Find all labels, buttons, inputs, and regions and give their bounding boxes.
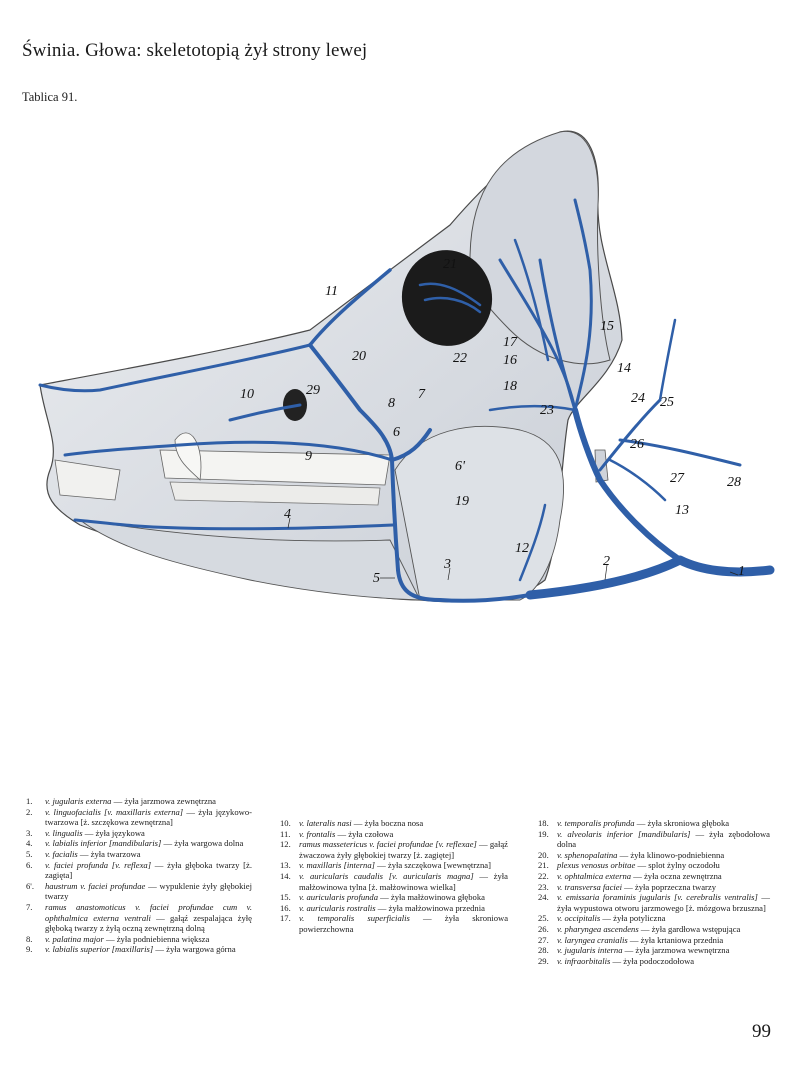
svg-text:20: 20 [352, 349, 366, 364]
svg-text:26: 26 [630, 437, 644, 452]
mandible-ramus [395, 426, 564, 600]
legend-item: 2. v. linguofacialis [v. maxillaris externa] — żyła językowo-twarzowa [ż. szczękowa zewnętrzna] [26, 806, 252, 828]
legend-item: 12. ramus massetericus v. faciei profundae [v. reflexae] — gałąź żwaczowa żyły głębokiej twarzy [ż. zagiętej] [280, 839, 508, 860]
legend-item: 4. v. labialis inferior [mandibularis] — żyła wargowa dolna [26, 838, 244, 849]
legend-item: 14. v. auricularis caudalis [v. auricularis magna] — żyła małżowinowa tylna [ż. małżowinowa wielka] [280, 870, 508, 892]
legend-item: 23. v. transversa faciei — żyła poprzeczna twarzy [538, 881, 717, 892]
page-title: Świnia. Głowa: skeletotopią żył strony lewej [22, 40, 368, 61]
legend-item: 29. v. infraorbitalis — żyła podoczodołowa [538, 955, 695, 966]
legend-item: 20. v. sphenopalatina — żyła klinowo-podniebienna [538, 849, 725, 860]
svg-text:6: 6 [393, 425, 400, 440]
vein-13-maxillaris [575, 410, 680, 560]
legend-item: 27. v. laryngea cranialis — żyła krtaniowa przednia [538, 934, 724, 945]
svg-text:15: 15 [600, 319, 614, 334]
legend-item: 5. v. facialis — żyła twarzowa [26, 848, 141, 859]
legend-column-1 [26, 796, 252, 955]
vein-27-laryngea-cranialis [610, 460, 665, 500]
legend-item: 9. v. labialis superior [maxillaris] — żyła wargowa górna [26, 944, 236, 955]
svg-text:11: 11 [325, 284, 338, 299]
legend-item: 25. v. occipitalis — żyła potyliczna [538, 913, 666, 924]
svg-text:23: 23 [540, 403, 554, 418]
svg-text:25: 25 [660, 395, 674, 410]
svg-text:24: 24 [631, 391, 645, 406]
legend-item: 15. v. auricularis profunda — żyła małżowinowa głęboka [280, 892, 485, 903]
svg-text:17: 17 [503, 335, 517, 350]
legend-item: 10. v. lateralis nasi — żyła boczna nosa [280, 818, 424, 828]
legend-item: 6. v. faciei profunda [v. reflexa] — żyła głęboka twarzy [ż. zagięta] [26, 859, 252, 881]
svg-text:12: 12 [515, 541, 529, 556]
svg-text:28: 28 [727, 475, 741, 490]
legend-column-2 [280, 818, 508, 935]
svg-text:7: 7 [418, 387, 425, 402]
vein-1-jugularis-externa [530, 560, 770, 595]
legend-item: 21. plexus venosus orbitae — splot żylny oczodołu [538, 860, 720, 871]
plate-number: Tablica 91. [22, 90, 78, 104]
legend-item: 13. v. maxillaris [interna] — żyła szczękowa [wewnętrzna] [280, 860, 491, 871]
svg-text:3: 3 [444, 557, 451, 572]
legend-item: 11. v. frontalis — żyła czołowa [280, 828, 394, 839]
svg-text:18: 18 [503, 379, 517, 394]
svg-text:19: 19 [455, 494, 469, 509]
legend-column-3 [538, 818, 770, 966]
svg-text:29: 29 [306, 383, 320, 398]
svg-text:4: 4 [284, 507, 291, 522]
svg-text:14: 14 [617, 361, 631, 376]
legend-item: 1. v. jugularis externa — żyła jarzmowa zewnętrzna [26, 796, 216, 806]
svg-text:16: 16 [503, 353, 517, 368]
legend-item: 28. v. jugularis interna — żyła jarzmowa wewnętrzna [538, 945, 730, 956]
legend-item: 16. v. auricularis rostralis — żyła małżowinowa przednia [280, 902, 485, 913]
svg-text:6': 6' [455, 459, 465, 474]
svg-text:22: 22 [453, 351, 467, 366]
svg-text:5: 5 [373, 571, 380, 586]
legend-item: 24. v. emissaria foraminis jugularis [v. cerebralis ventralis] — żyła wypustowa otworu jarzmowego [ż. mózgowa brzuszna] [538, 892, 770, 913]
legend-item: 26. v. pharyngea ascendens — żyła gardłowa wstępująca [538, 923, 741, 934]
svg-text:13: 13 [675, 503, 689, 518]
pig-skull-vein-illustration [0, 120, 800, 620]
page-number: 99 [752, 1021, 771, 1042]
svg-text:27: 27 [670, 471, 684, 486]
svg-text:2: 2 [603, 554, 610, 569]
svg-text:1: 1 [738, 564, 745, 579]
svg-text:10: 10 [240, 387, 254, 402]
legend-item: 7. ramus anastomoticus v. faciei profundae cum v. ophthalmica externa ventrali — gałąź zespalająca żyłę głęboką twarzy z żyłą oczną zewnętrzną dolną [26, 901, 252, 934]
legend-item: 17. v. temporalis superficialis — żyła skroniowa powierzchowna [280, 913, 509, 934]
svg-text:8: 8 [388, 396, 395, 411]
legend-item: 8. v. palatina major — żyła podniebienna większa [26, 933, 210, 944]
legend-item: 6'. haustrum v. faciei profundae — wypuklenie żyły głębokiej twarzy [26, 880, 252, 902]
legend-item: 19. v. alveolaris inferior [mandibularis] — żyła zębodołowa dolna [538, 828, 770, 850]
legend-item: 18. v. temporalis profunda — żyła skroniowa głęboka [538, 818, 730, 828]
svg-text:9: 9 [305, 449, 312, 464]
svg-text:21: 21 [443, 257, 457, 272]
legend-item: 22. v. ophtalmica externa — żyła oczna zewnętrzna [538, 870, 722, 881]
legend-item: 3. v. lingualis — żyła językowa [26, 827, 145, 838]
vein-25-occipitalis [660, 320, 675, 400]
